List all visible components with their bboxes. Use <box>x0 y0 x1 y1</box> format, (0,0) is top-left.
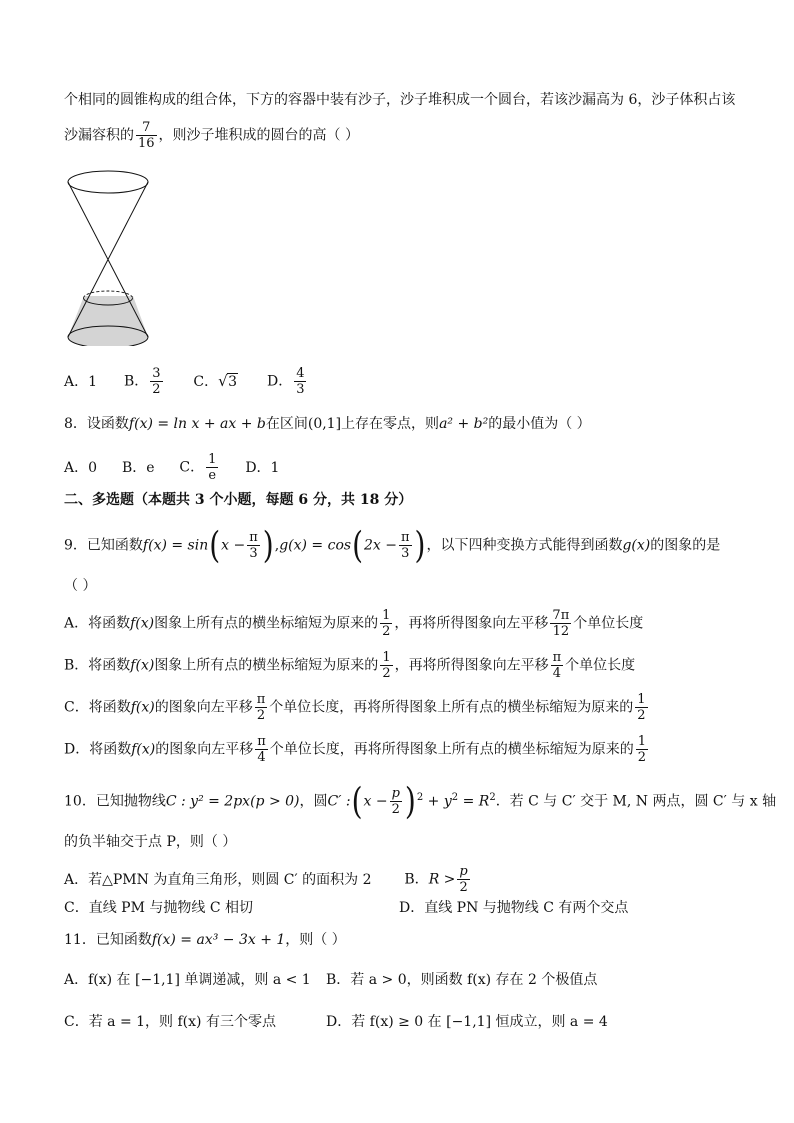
q7-options <box>64 366 754 397</box>
q11-option-b: B．若 a > 0，则函数 f(x) 存在 2 个极值点 <box>326 972 598 988</box>
section-title: 二、多选题（本题共 3 个小题，每题 6 分，共 18 分） <box>64 492 413 508</box>
q8-option-c: C． $\frac{1}{e}$ <box>179 452 217 483</box>
q9-option-b: B．将函数f(x)图象上所有点的横坐标缩短为原来的 $\frac{1}{2}$ ，再将所得图象向左平移 $\frac{\pi}{4}$ 个单位长度 <box>64 650 636 681</box>
q7-option-d: D． $\frac{4}{3}$ <box>266 366 305 397</box>
top-ellipse <box>68 171 148 193</box>
q11-options-ab <box>64 970 754 990</box>
q7-line1: 个相同的圆锥构成的组合体，下方的容器中装有沙子，沙子堆积成一个圆台，若该沙漏高为 6，沙子体积占该 <box>64 92 736 108</box>
q7-line2: 沙漏容积的 $\frac{7}{16}$ ，则沙子堆积成的圆台的高（ ） <box>64 120 359 151</box>
q10-options-cd <box>64 898 754 918</box>
q7-option-b: B． $\frac{3}{2}$ <box>123 366 161 397</box>
q10-option-b: B．R > $\frac{p}{2}$ <box>404 864 468 895</box>
q10-option-c: C．直线 PM 与抛物线 C 相切 <box>64 900 253 916</box>
q11-options-cd <box>64 1012 754 1032</box>
q7-fraction: $\frac{7}{16}$ <box>138 120 155 151</box>
q7-option-a: A．1 <box>64 373 98 390</box>
q11-option-d: D．若 f(x) ≥ 0 在 [−1,1] 恒成立，则 a = 4 <box>326 1014 608 1030</box>
q8-option-b: B．e <box>121 459 155 476</box>
q8-option-d: D．1 <box>245 459 280 476</box>
q10-line2: 的负半轴交于点 P，则（ ） <box>64 834 237 850</box>
q11-stem: 11．已知函数f(x) = ax³ − 3x + 1，则（ ） <box>64 932 346 948</box>
q8-option-a: A．0 <box>64 459 98 476</box>
q11-option-c: C．若 a = 1，则 f(x) 有三个零点 <box>64 1014 276 1030</box>
q10-option-d: D．直线 PN 与抛物线 C 有两个交点 <box>399 900 629 916</box>
q9-blank: （ ） <box>64 578 97 594</box>
q10-option-a: A．若△PMN 为直角三角形，则圆 C′ 的面积为 2 <box>64 871 372 888</box>
q11-option-a: A．f(x) 在 [−1,1] 单调递减，则 a < 1 <box>64 972 311 988</box>
q8-options <box>64 452 754 483</box>
hourglass-figure <box>62 166 154 346</box>
q9-option-a: A．将函数f(x)图象上所有点的横坐标缩短为原来的 $\frac{1}{2}$ ，再将所得图象向左平移 $\frac{7\pi}{12}$ 个单位长度 <box>64 608 644 639</box>
sand-bottom-ellipse <box>68 326 148 346</box>
q10-options-ab <box>64 864 754 895</box>
q8-stem: 8．设函数f(x) = ln x + ax + b在区间(0,1]上存在零点，则a² + b²的最小值为（ ） <box>64 416 591 432</box>
q7-option-c: C．√ 3 <box>193 372 238 392</box>
q10-stem: 10．已知抛物线C : y² = 2px(p > 0)，圆C′ :(x − $\frac{p}{2}$ )$^2 + y^2 = R^2$．若 C 与 C′ 交于 M, N 两点，圆 C′ 与 x 轴 <box>64 779 777 823</box>
q9-stem: 9．已知函数f(x) = sin(x − $\frac{\pi}{3}$ ),g(x) = cos(2x − $\frac{\pi}{3}$ )，以下四种变换方式能得到函数g(x)的图象的是 <box>64 523 721 567</box>
q9-option-c: C．将函数f(x)的图象向左平移 $\frac{\pi}{2}$ 个单位长度，再将所得图象上所有点的横坐标缩短为原来的 $\frac{1}{2}$ <box>64 692 646 723</box>
q9-option-d: D．将函数f(x)的图象向左平移 $\frac{\pi}{4}$ 个单位长度，再将所得图象上所有点的横坐标缩短为原来的 $\frac{1}{2}$ <box>64 734 647 765</box>
